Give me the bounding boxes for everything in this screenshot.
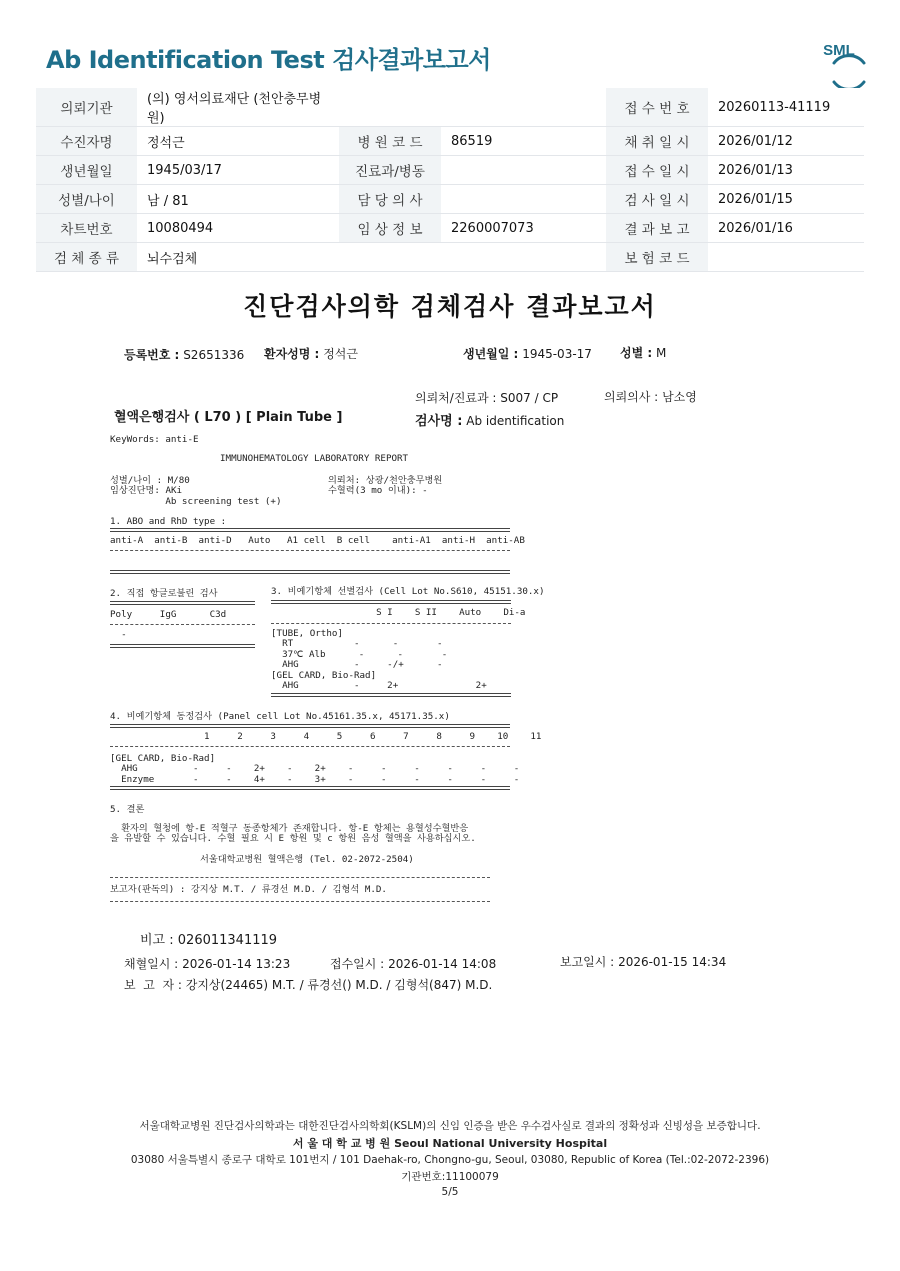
info-value: 2026/01/12 (708, 127, 864, 156)
info-row (36, 243, 864, 272)
hospital-name: 서 울 대 학 교 병 원 Seoul National University Hospital (292, 1137, 608, 1150)
report-title: 진단검사의학 검체검사 결과보고서 (243, 292, 657, 321)
patient-name: 환자성명 : 정석근 (264, 347, 358, 361)
page-title: Ab Identification Test 검사결과보고서 (46, 46, 491, 74)
info-label: 임 상 정 보 (339, 214, 441, 243)
panel-body: [GEL CARD, Bio-Rad] AHG - - 2+ - 2+ - - - - - - Enzyme - - 4+ - 3+ - - - - - - (110, 753, 520, 785)
bloodbank-contact: 서울대학교병원 혈액은행 (Tel. 02-2072-2504) (200, 854, 414, 865)
rule (110, 570, 510, 574)
hospital-address: 03080 서울특별시 종로구 대학로 101번지 / 101 Daehak-ro, Chongno-gu, Seoul, 03080, Republic of Korea (Tel.:02-2072-2396) (130, 1154, 770, 1166)
info-value (339, 88, 441, 127)
info-value (441, 88, 606, 127)
screening-header: S I S II Auto Di-a (271, 607, 526, 618)
rule (110, 786, 510, 790)
info-value: 2260007073 (441, 214, 606, 243)
demographics-left: 성별/나이 : M/80 임상진단명: AKi Ab screening test (+) (110, 475, 282, 507)
section3-title: 3. 비예기항체 선별검사 (Cell Lot No.S610, 45151.30.x) (271, 586, 545, 597)
patient-info-table (36, 88, 864, 272)
rule (271, 600, 511, 604)
info-value: (의) 영서의료재단 (천안충무병원) (137, 88, 339, 127)
section1-title: 1. ABO and RhD type : (110, 516, 227, 527)
info-label: 병 원 코 드 (339, 127, 441, 156)
info-label: 접 수 일 시 (606, 156, 708, 185)
info-label: 검 사 일 시 (606, 185, 708, 214)
rule (110, 877, 490, 878)
lab-report-title: IMMUNOHEMATOLOGY LABORATORY REPORT (220, 453, 409, 464)
dat-value: - (110, 629, 127, 640)
info-row (36, 156, 864, 185)
rule (110, 528, 510, 532)
info-value: 2026/01/16 (708, 214, 864, 243)
certification-note: 서울대학교병원 진단검사의학과는 대한진단검사의학회(KSLM)의 신임 인증을 받은 우수검사실로 결과의 정확성과 신빙성을 보증합니다. (139, 1120, 761, 1132)
info-value: 뇌수검체 (137, 243, 339, 272)
info-value (339, 243, 441, 272)
panel-header: 1 2 3 4 5 6 7 8 9 10 11 (110, 731, 542, 742)
abo-header: anti-A anti-B anti-D Auto A1 cell B cell anti-A1 anti-H anti-AB (110, 535, 525, 546)
dat-header: Poly IgG C3d (110, 609, 227, 620)
reporter: 보 고 자 : 강지상(24465) M.T. / 류경선() M.D. / 김형석(847) M.D. (124, 978, 493, 992)
receive-time: 접수일시 : 2026-01-14 14:08 (330, 957, 497, 971)
section4-title: 4. 비예기항체 동정검사 (Panel cell Lot No.45161.35.x, 45171.35.x) (110, 711, 450, 722)
rule (110, 644, 255, 648)
rule (110, 724, 510, 728)
info-label: 채 취 일 시 (606, 127, 708, 156)
conclusion-text: 환자의 혈청에 항-E 적혈구 동종항체가 존재합니다. 항-E 항체는 용혈성수혈반응 을 유발할 수 있습니다. 수혈 필요 시 E 항원 및 c 항원 음성 혈액을 사용하십시오. (110, 823, 476, 845)
info-label: 생년월일 (36, 156, 137, 185)
keywords: KeyWords: anti-E (110, 434, 199, 445)
info-label: 성별/나이 (36, 185, 137, 214)
info-value: 남 / 81 (137, 185, 339, 214)
info-label: 의뢰기관 (36, 88, 137, 127)
birth-date: 생년월일 : 1945-03-17 (463, 347, 592, 361)
rule (271, 693, 511, 697)
info-row (36, 185, 864, 214)
info-label: 수진자명 (36, 127, 137, 156)
demographics-right: 의뢰처: 상광/천안충무병원 수혈력(3 mo 이내): - (328, 475, 443, 497)
test-group: 혈액은행검사 ( L70 ) [ Plain Tube ] (114, 410, 343, 425)
info-label: 차트번호 (36, 214, 137, 243)
info-label: 검 체 종 류 (36, 243, 137, 272)
info-value: 2026/01/15 (708, 185, 864, 214)
section2-title: 2. 직접 항글로불린 검사 (110, 588, 218, 599)
remark: 비고 : 026011341119 (140, 933, 278, 948)
rule (110, 550, 510, 551)
info-value: 10080494 (137, 214, 339, 243)
info-value (441, 243, 606, 272)
rule (110, 601, 255, 605)
info-value: 1945/03/17 (137, 156, 339, 185)
rule (110, 901, 490, 902)
logo-text: SML (823, 42, 855, 59)
info-value (441, 185, 606, 214)
info-value: 2026/01/13 (708, 156, 864, 185)
info-label: 접 수 번 호 (606, 88, 708, 127)
info-value: 20260113-41119 (708, 88, 864, 127)
page-number: 5/5 (441, 1186, 459, 1198)
collect-time: 채혈일시 : 2026-01-14 13:23 (124, 957, 291, 971)
info-value (441, 156, 606, 185)
institution-code: 기관번호:11100079 (401, 1171, 499, 1183)
info-row (36, 88, 864, 127)
rule (110, 746, 510, 747)
info-value (708, 243, 864, 272)
info-label: 결 과 보 고 (606, 214, 708, 243)
screening-body: [TUBE, Ortho] RT - - - 37℃ Alb - - - AHG - -/+ - [GEL CARD, Bio-Rad] AHG - 2+ 2+ (271, 628, 487, 692)
test-name: 검사명 : Ab identification (415, 414, 565, 429)
section5-title: 5. 결론 (110, 804, 145, 815)
info-value: 86519 (441, 127, 606, 156)
rule (110, 624, 255, 625)
info-row (36, 214, 864, 243)
info-row (36, 127, 864, 156)
report-time: 보고일시 : 2026-01-15 14:34 (560, 955, 727, 969)
sex: 성별 : M (620, 346, 667, 360)
department: 의뢰처/진료과 : S007 / CP (415, 391, 559, 405)
ordering-doctor: 의뢰의사 : 남소영 (604, 390, 697, 404)
info-label: 진료과/병동 (339, 156, 441, 185)
info-label: 보 험 코 드 (606, 243, 708, 272)
sml-logo (816, 30, 862, 76)
info-value: 정석근 (137, 127, 339, 156)
rule (271, 623, 511, 624)
info-label: 담 당 의 사 (339, 185, 441, 214)
reporters-mono: 보고자(판독의) : 강지상 M.T. / 류경선 M.D. / 김형석 M.D. (110, 884, 387, 895)
registration-number: 등록번호 : S2651336 (124, 348, 245, 362)
